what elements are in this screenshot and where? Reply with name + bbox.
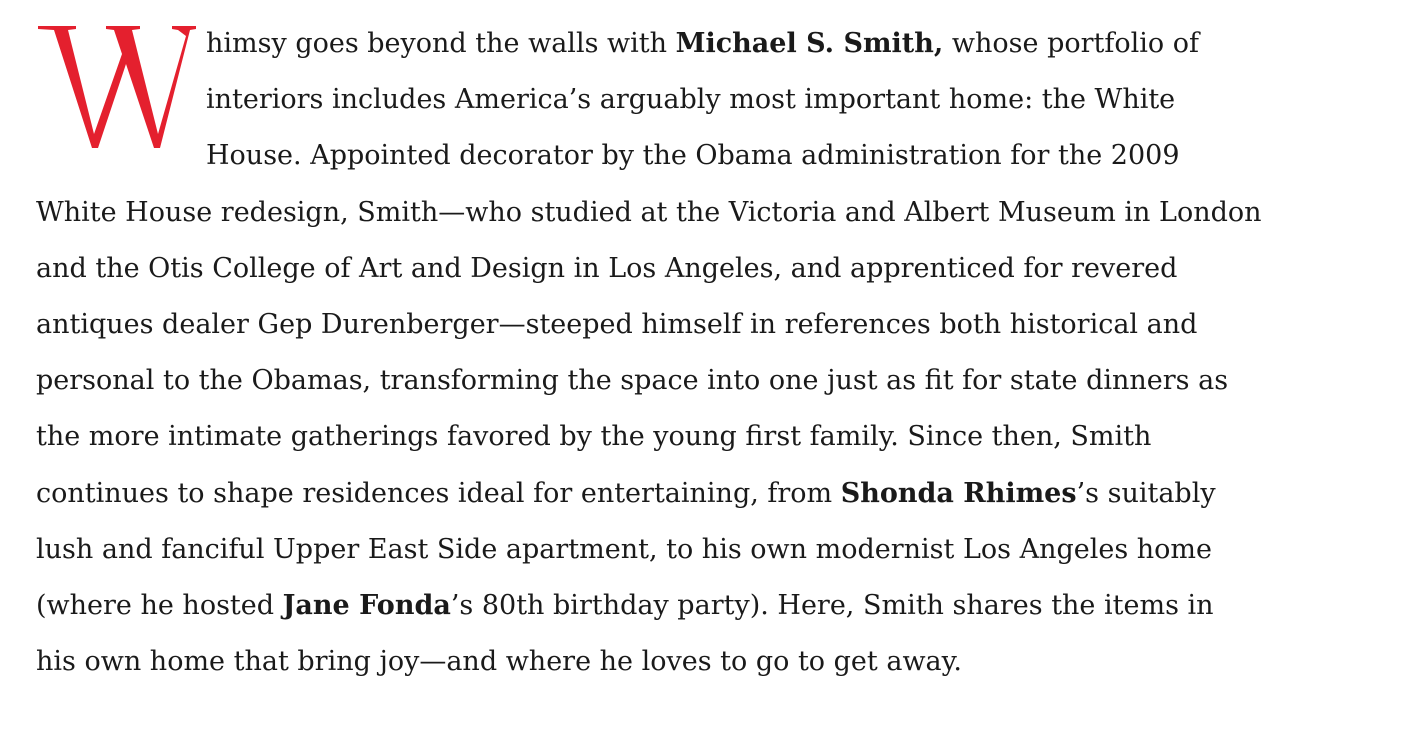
text-run: and the Otis College of Art and Design in Los Angeles, and apprenticed for revered	[36, 252, 1178, 284]
paragraph-line	[36, 297, 1304, 353]
text-run: ’s 80th birthday party). Here, Smith shares the items in	[450, 589, 1214, 621]
text-run: House. Appointed decorator by the Obama administration for the 2009	[206, 140, 1180, 172]
text-run: continues to shape residences ideal for entertaining, from	[36, 477, 841, 509]
paragraph-line	[36, 185, 1304, 241]
paragraph-line	[36, 634, 1304, 690]
paragraph-line	[36, 353, 1304, 409]
paragraph-line	[36, 72, 1304, 128]
bold-name: Michael S. Smith,	[675, 28, 944, 59]
bold-name: Shonda Rhimes	[840, 477, 1077, 509]
text-run: personal to the Obamas, transforming the space into one just as fit for state dinners as	[36, 365, 1229, 397]
text-run: himsy goes beyond the walls with	[206, 28, 676, 59]
text-run: interiors includes America’s arguably most important home: the White	[206, 84, 1176, 116]
text-run: ’s suitably	[1076, 477, 1216, 509]
paragraph-line	[36, 16, 1304, 72]
text-run: the more intimate gatherings favored by the young first family. Since then, Smith	[36, 421, 1152, 453]
article-intro-paragraph	[36, 16, 1304, 690]
text-run: antiques dealer Gep Durenberger—steeped himself in references both historical and	[36, 308, 1198, 340]
text-run: lush and fanciful Upper East Side apartment, to his own modernist Los Angeles home	[36, 533, 1213, 565]
paragraph-line	[36, 522, 1304, 578]
paragraph-line	[36, 466, 1304, 522]
paragraph-line	[36, 578, 1304, 634]
text-run: his own home that bring joy—and where he loves to go to get away.	[36, 646, 962, 678]
text-run: White House redesign, Smith—who studied at the Victoria and Albert Museum in London	[36, 196, 1262, 228]
paragraph-line	[36, 409, 1304, 465]
text-run: whose portfolio of	[943, 28, 1199, 59]
bold-name: Jane Fonda	[282, 589, 451, 621]
drop-cap-w	[36, 16, 206, 156]
paragraph-line	[36, 241, 1304, 297]
text-run: (where he hosted	[36, 589, 283, 621]
paragraph-lines	[36, 16, 1304, 690]
paragraph-line	[36, 128, 1304, 184]
